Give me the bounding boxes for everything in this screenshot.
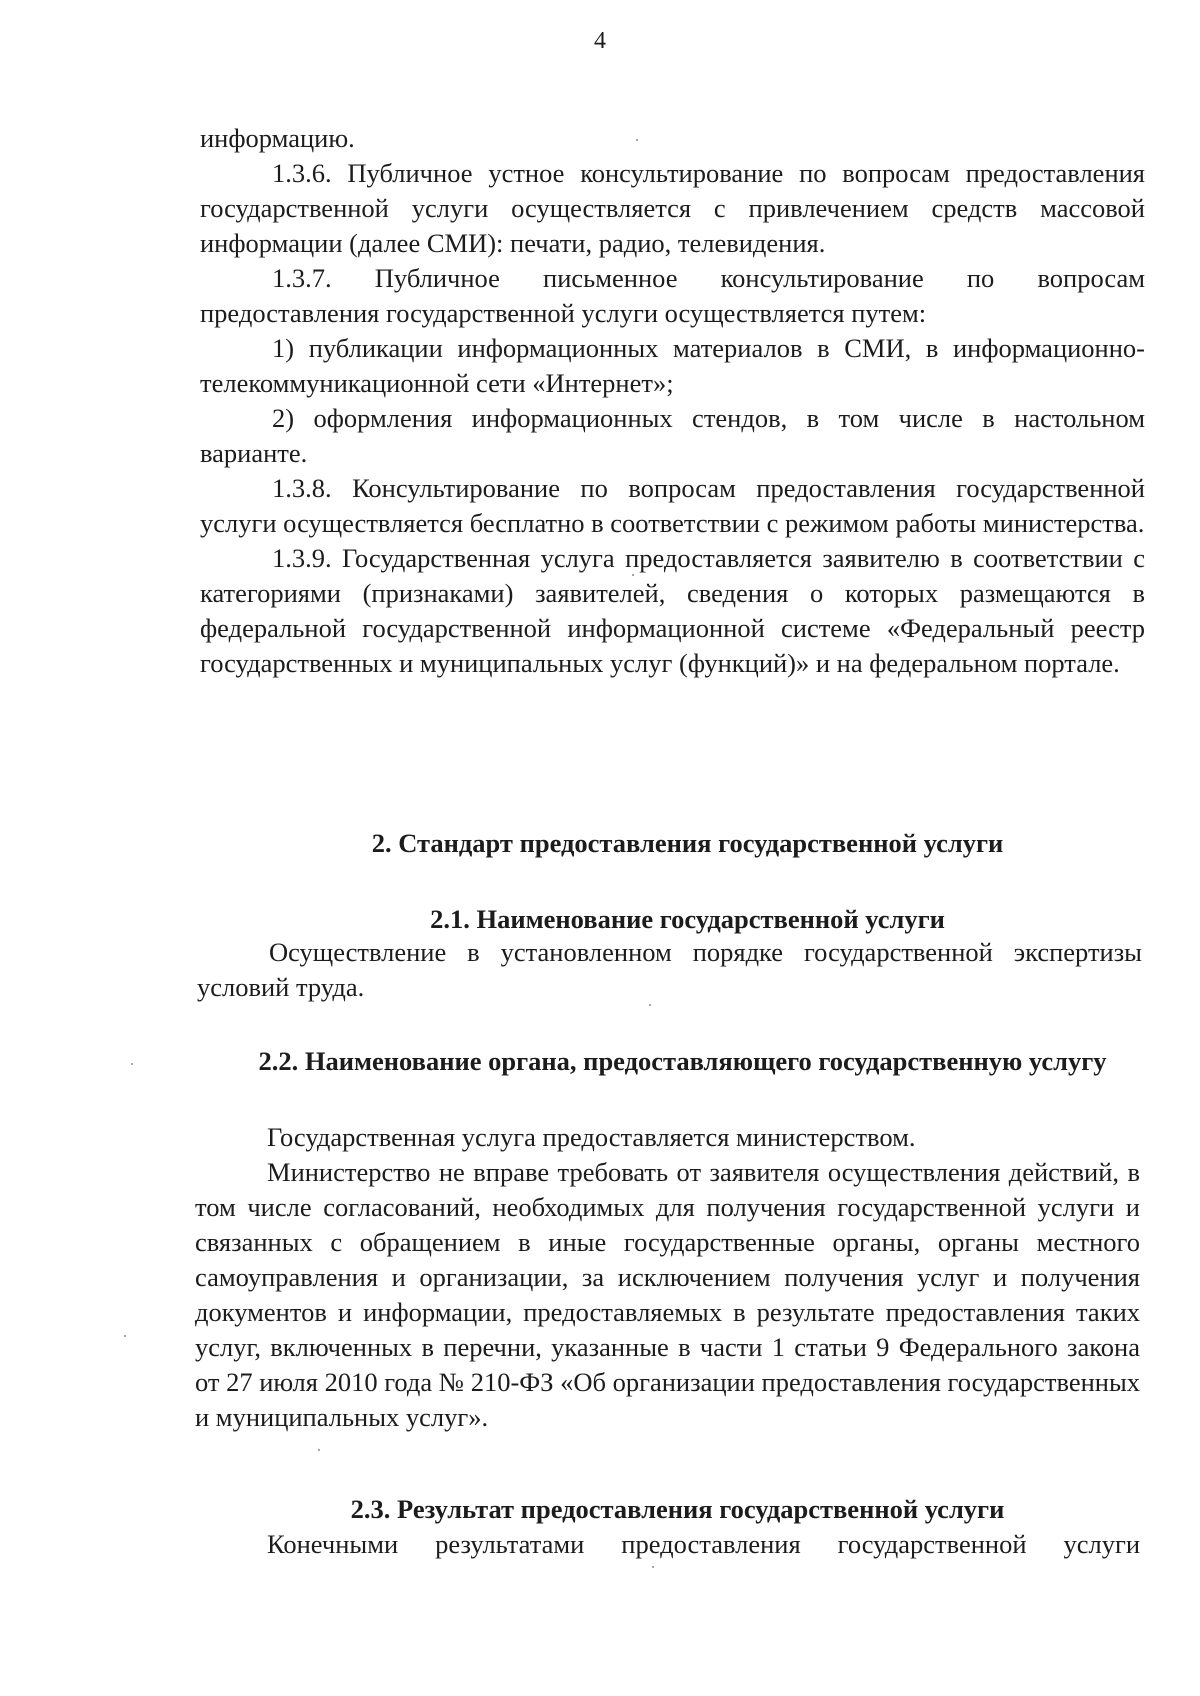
scan-speck bbox=[131, 1063, 133, 1065]
paragraph-2-2-2: Министерство не вправе требовать от заявителя осуществления действий, в том числе согласований, необходимых для получения государственной услуги и связанных с обращением в иные государственные органы, органы местного самоуправления и организации, за исключением получения услуг и получения документов и информации, предоставляемых в результате предоставления таких услуг, включенных в перечни, указанные в части 1 статьи 9 Федерального закона от 27 июля 2010 года № 210-ФЗ «Об организации предоставления государственных и муниципальных услуг». bbox=[195, 1157, 1140, 1432]
text-block-2-1 bbox=[197, 935, 1142, 1005]
paragraph-continuation: информацию. bbox=[200, 123, 355, 153]
scan-speck bbox=[124, 1335, 126, 1337]
scan-speck bbox=[636, 139, 638, 141]
list-item-1: 1) публикации информационных материалов в СМИ, в информационно-телекоммуникационной сети «Интернет»; bbox=[200, 333, 1145, 398]
paragraph-1-3-8: 1.3.8. Консультирование по вопросам предоставления государственной услуги осуществляется бесплатно в соответствии с режимом работы министерства. bbox=[200, 473, 1145, 538]
text-block-2-2 bbox=[195, 1120, 1140, 1435]
section-2-2-heading: 2.2. Наименование органа, предоставляющего государственную услугу bbox=[258, 1046, 1107, 1076]
scan-speck bbox=[649, 1004, 651, 1006]
paragraph-2-1: Осуществление в установленном порядке государственной экспертизы условий труда. bbox=[197, 937, 1142, 1002]
paragraph-2-2-1: Государственная услуга предоставляется министерством. bbox=[267, 1122, 916, 1152]
list-item-2: 2) оформления информационных стендов, в том числе в настольном варианте. bbox=[200, 403, 1145, 468]
paragraph-2-3: Конечными результатами предоставления государственной услуги bbox=[267, 1529, 1140, 1559]
text-block-2-3 bbox=[195, 1527, 1140, 1562]
paragraph-1-3-9: 1.3.9. Государственная услуга предоставляется заявителю в соответствии с категориями (признаками) заявителей, сведения о которых размещаются в федеральной государственной информационной системе «Федеральный реестр государственных и муниципальных услуг (функций)» и на федеральном портале. bbox=[200, 543, 1145, 678]
section-2-3-heading: 2.3. Результат предоставления государственной услуги bbox=[350, 1494, 1005, 1524]
paragraph-1-3-7: 1.3.7. Публичное письменное консультирование по вопросам предоставления государственной услуги осуществляется путем: bbox=[200, 263, 1145, 328]
scan-speck bbox=[652, 1566, 654, 1568]
page-number: 4 bbox=[594, 28, 606, 54]
paragraph-1-3-6: 1.3.6. Публичное устное консультирование по вопросам предоставления государственной услуги осуществляется с привлечением средств массовой информации (далее СМИ): печати, радио, телевидения. bbox=[200, 158, 1145, 258]
scan-speck bbox=[318, 1449, 320, 1451]
section-2-1-heading: 2.1. Наименование государственной услуги bbox=[430, 904, 945, 934]
section-2-heading: 2. Стандарт предоставления государственной услуги bbox=[371, 828, 1004, 858]
text-block-consulting bbox=[200, 121, 1145, 681]
scan-speck bbox=[632, 574, 634, 576]
